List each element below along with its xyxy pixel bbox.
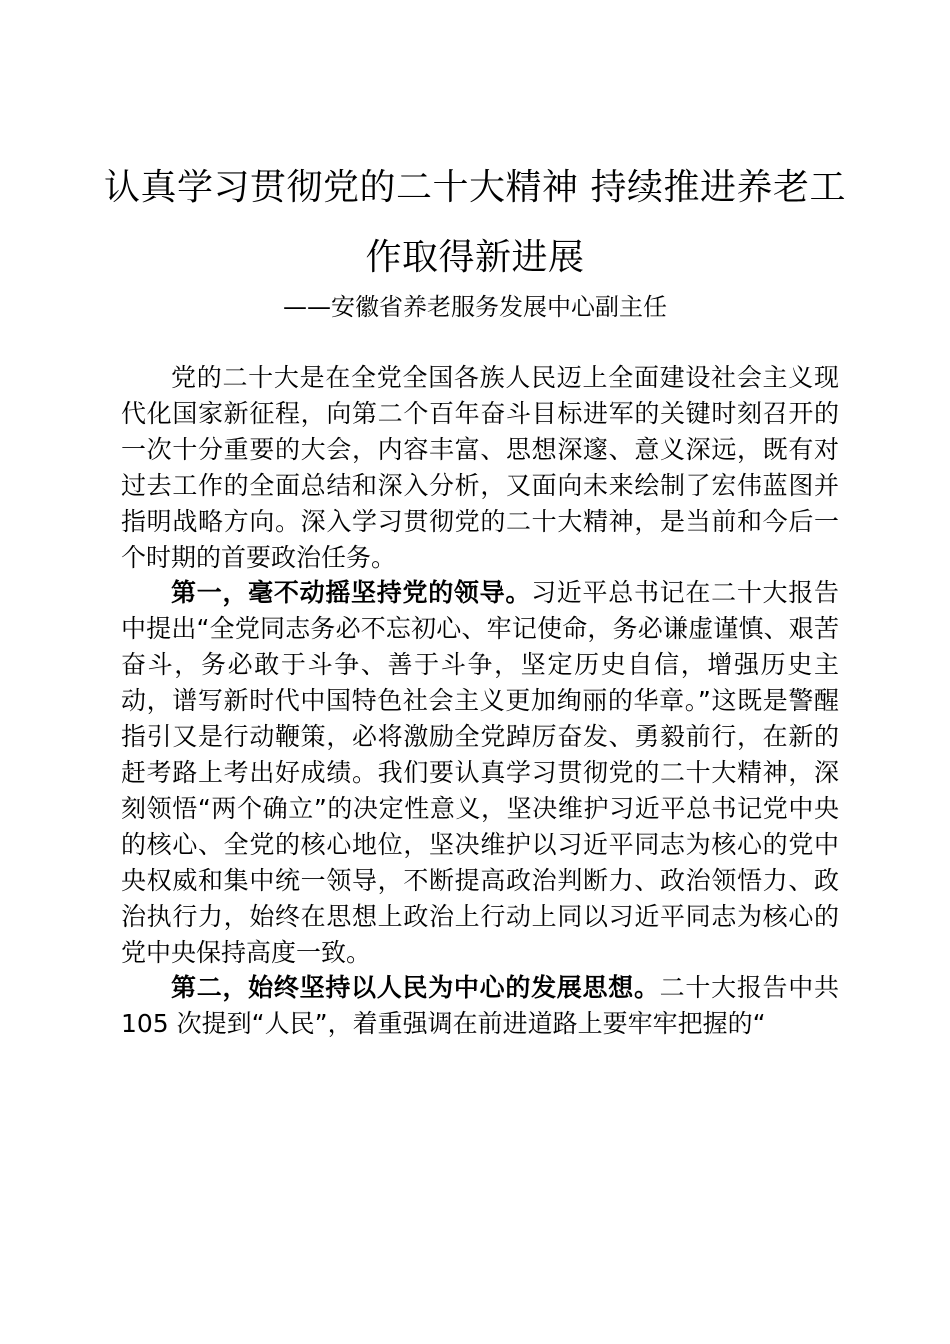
paragraph-first-text: 习近平总书记在二十大报告中提出“全党同志务必不忘初心、牢记使命，务必谦虚谨慎、艰苦奋斗，务必敢于斗争、善于斗争，坚定历史自信，增强历史主动，谱写新时代中国特色社会主义更加绚丽的华章。”这既是警醒指引又是行动鞭策，必将激励全党踔厉奋发、勇毅前行，在新的赶考路上考出好成绩。我们要认真学习贯彻党的二十大精神，深刻领悟“两个确立”的决定性意义，坚决维护习近平总书记党中央的核心、全党的核心地位，坚决维护以习近平同志为核心的党中央权威和集中统一领导，不断提高政治判断力、政治领悟力、政治执行力，始终在思想上政治上行动上同以习近平同志为核心的党中央保持高度一致。: [121, 578, 839, 967]
document-body: [121, 360, 839, 1042]
paragraph-second-text: 二十大报告中共 105 次提到“人民”，着重强调在前进道路上要牢牢把握的“: [121, 973, 839, 1039]
document-title-line-1: 认真学习贯彻党的二十大精神 持续推进养老工: [104, 167, 846, 208]
paragraph-first: [121, 575, 839, 970]
document-subtitle: ——安徽省养老服务发展中心副主任: [283, 293, 667, 321]
paragraph-intro-text: 党的二十大是在全党全国各族人民迈上全面建设社会主义现代化国家新征程，向第二个百年奋斗目标进军的关键时刻召开的一次十分重要的大会，内容丰富、思想深邃、意义深远，既有对过去工作的全面总结和深入分析，又面向未来绘制了宏伟蓝图并指明战略方向。深入学习贯彻党的二十大精神，是当前和今后一个时期的首要政治任务。: [121, 363, 839, 572]
paragraph-intro: [121, 360, 839, 575]
paragraph-second: [121, 970, 839, 1042]
document-title-line-2: 作取得新进展: [365, 237, 585, 278]
paragraph-first-lead: 第一，毫不动摇坚持党的领导。: [171, 578, 532, 608]
paragraph-second-lead: 第二，始终坚持以人民为中心的发展思想。: [171, 973, 660, 1003]
